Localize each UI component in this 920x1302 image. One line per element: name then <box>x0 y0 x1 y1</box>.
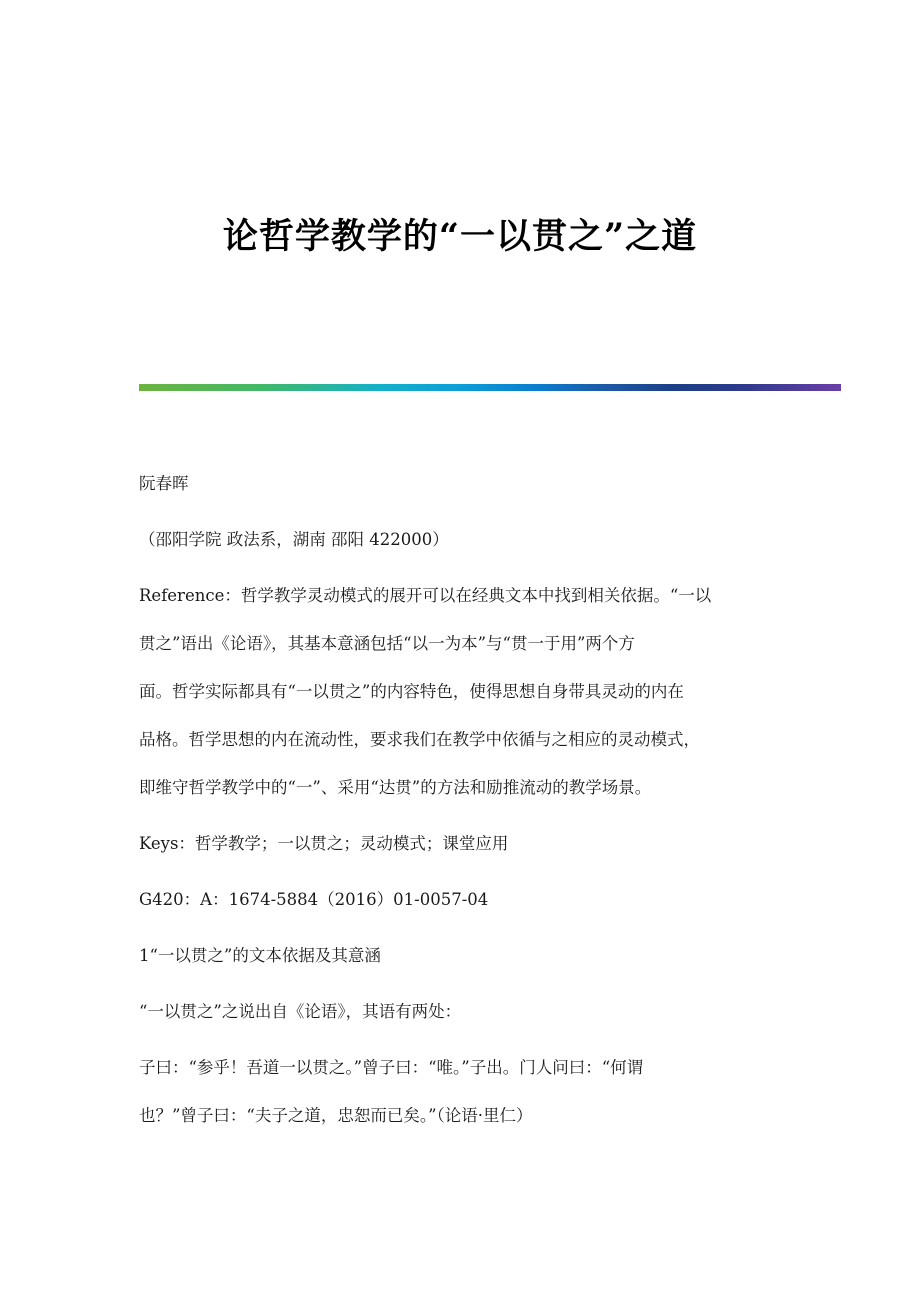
document-title: 论哲学教学的“一以贯之”之道 <box>222 216 698 257</box>
abstract-line: 品格。哲学思想的内在流动性，要求我们在教学中依循与之相应的灵动模式， <box>139 730 700 749</box>
title-accent-bar <box>139 384 841 391</box>
quote-line: 也？”曾子曰：“夫子之道，忠恕而已矣。”（论语·里仁） <box>139 1106 533 1125</box>
abstract-line: 即维守哲学教学中的“一”、采用“达贯”的方法和励推流动的教学场景。 <box>139 778 652 797</box>
keywords: Keys：哲学教学；一以贯之；灵动模式；课堂应用 <box>139 834 509 853</box>
section-heading: 1“一以贯之”的文本依据及其意涵 <box>139 946 381 965</box>
abstract-line: 面。哲学实际都具有“一以贯之”的内容特色，使得思想自身带具灵动的内在 <box>139 682 684 701</box>
classification-code: G420：A：1674-5884（2016）01-0057-04 <box>139 890 489 909</box>
quote-line: 子曰：“参乎！吾道一以贯之。”曾子曰：“唯。”子出。门人问曰：“何谓 <box>139 1058 644 1077</box>
paragraph: “一以贯之”之说出自《论语》，其语有两处： <box>139 1002 462 1021</box>
author-affiliation: （邵阳学院 政法系，湖南 邵阳 422000） <box>139 530 449 549</box>
abstract-line: 贯之”语出《论语》，其基本意涵包括“以一为本”与“贯一于用”两个方 <box>139 634 635 653</box>
author-name: 阮春晖 <box>139 474 189 493</box>
abstract-line: Reference：哲学教学灵动模式的展开可以在经典文本中找到相关依据。“一以 <box>139 586 712 605</box>
